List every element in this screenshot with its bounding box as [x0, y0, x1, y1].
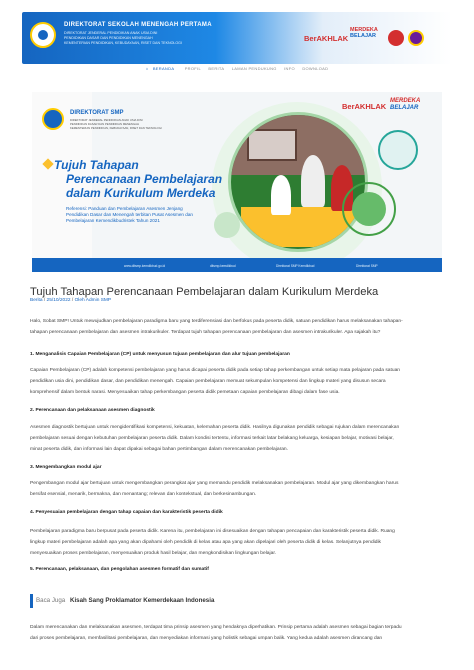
paragraph-line: lingkup materi pembelajaran adalah apa yang akan dipahami oleh pendidik di kelas atau apa yang akan dipelajari oleh peserta didik di kelas. Selanjutnya pendidik	[30, 540, 382, 545]
related-accent-bar	[30, 594, 33, 608]
paragraph-line: pembelajaran sesuai dengan kebutuhan pembelajaran peserta didik. Dalam kondisi tertentu, informasi terkait latar belakang keluarga, kesiapan belajar, motivasi belajar,	[30, 436, 394, 441]
directorate-name: DIREKTORAT SMP	[70, 110, 124, 116]
decor-circle	[352, 192, 386, 226]
paragraph-line: bersifat esensial, menarik, bermakna, dan menantang; relevan dan kontekstual, dan berkesinambungan.	[30, 492, 257, 497]
directorate-sub: KEMENTERIAN PENDIDIKAN, KEBUDAYAAN, RISET DAN TEKNOLOGI	[70, 126, 162, 130]
feature-reference: Referensi: Panduan dan Pembelajaran Asesmen Jenjang Pendidikan Dasar dan Menengah terbitan Pusat Asesmen dan Pembelajaran Kemendikbudristek Tahun 2021	[66, 206, 193, 223]
feature-title-line2: Perencanaan Pembelajaran	[66, 172, 223, 186]
merdeka-belajar-logo: MERDEKA BELAJAR	[390, 98, 421, 111]
paragraph-line: komprehensif dalam bentuk narasi. Menyesuaikan tahap perkembangan peserta didik pemetaan capaian pembelajaran dibagi dalam fase usia.	[30, 390, 340, 395]
berakhlak-logo: BerAKHLAK	[304, 34, 349, 43]
article-meta: Berita / 25/10/2022 / Oleh Admin SMP	[30, 298, 112, 303]
merdeka-belajar-logo: MERDEKA BELAJAR	[350, 27, 378, 39]
footer-link-website: www.ditsmp.kemdikbud.go.id	[124, 264, 166, 268]
footer-link-facebook: Direktorat SMP Kemdikbud	[276, 264, 315, 268]
paragraph-line: Pembelajaran paradigma baru berpusat pada peserta didik. Karena itu, pembelajaran ini disesuaikan dengan tahapan pencapaian dan karakteristik peserta didik. Ruang	[30, 529, 395, 534]
site-header	[22, 12, 452, 64]
feature-title-line1: Tujuh Tahapan	[54, 158, 139, 172]
header-subtitle-line: PENDIDIKAN DASAR DAN PENDIDIKAN MENENGAH	[64, 36, 153, 40]
article-title: Tujuh Tahapan Perencanaan Pembelajaran dalam Kurikulum Merdeka	[30, 286, 379, 298]
meta-author-link[interactable]: Oleh Admin SMP	[74, 298, 112, 303]
section-heading: 4. Penyesuaian pembelajaran dengan tahap capaian dan karakteristik peserta didik	[30, 510, 223, 515]
shield-icon	[408, 30, 424, 46]
nav-item-download[interactable]: DOWNLOAD	[302, 66, 329, 71]
feature-title-line3: dalam Kurikulum Merdeka	[66, 186, 216, 200]
paragraph-line: tahapan perencanaan pembelajaran dan asesmen intrakurikuler. Terdapat tujuh tahapan perencanaan pembelajaran dan asesmen intrakurikuler. Apa sajakah itu?	[30, 330, 381, 335]
footer-link-youtube: Direktorat SMP	[356, 264, 378, 268]
featured-image	[32, 92, 442, 272]
header-subtitle-line: KEMENTERIAN PENDIDIKAN, KEBUDAYAAN, RISET DAN TEKNOLOGI	[64, 41, 182, 45]
decor-circle	[214, 212, 240, 238]
header-subtitle-line: DIREKTORAT JENDERAL PENDIDIKAN ANAK USIA DINI	[64, 31, 158, 35]
paragraph-line: Pengembangan modul ajar bertujuan untuk mengembangkan perangkat ajar yang memandu pendidik melaksanakan pembelajaran. Modul ajar yang dikembangkan harus	[30, 481, 399, 486]
classroom-illustration	[228, 112, 368, 252]
header-title: DIREKTORAT SEKOLAH MENENGAH PERTAMA	[64, 22, 212, 28]
paragraph-line: pendidikan usia dini, pendidikan dasar, dan pendidikan menengah. Capaian pembelajaran memuat sekumpulan kompetensi dan lingkup materi yang disusun secara	[30, 379, 386, 384]
feature-footer-bar	[32, 258, 442, 272]
paragraph-line: Capaian Pembelajaran (CP) adalah kompetensi pembelajaran yang harus dicapai peserta didik pada setiap tahap perkembangan untuk setiap mata pelajaran pada satuan	[30, 368, 401, 373]
section-heading: 1. Menganalisis Capaian Pembelajaran (CP) untuk menyusun tujuan pembelajaran dan alur tujuan pembelajaran	[30, 352, 290, 357]
section-heading: 5. Perencanaan, pelaksanaan, dan pengolahan asesmen formatif dan sumatif	[30, 567, 209, 572]
nav-item-info[interactable]: INFO	[284, 66, 295, 71]
paragraph-line: menyesuaikan proses pembelajaran, menyesuaikan produk hasil belajar, dan mengkondisikan lingkungan belajar.	[30, 551, 277, 556]
related-post-link[interactable]: Kisah Sang Proklamator Kemerdekaan Indonesia	[69, 597, 215, 604]
paragraph-line: Asesmen diagnostik bertujuan untuk mengidentifikasi kompetensi, kekuatan, kelemahan peserta didik. Hasilnya digunakan pendidik sebagai rujukan dalam merencanakan	[30, 425, 400, 430]
section-heading: 3. Mengembangkan modul ajar	[30, 465, 102, 470]
section-heading: 2. Perencanaan dan pelaksanaan asesmen diagnostik	[30, 408, 155, 413]
directorate-sub: PENDIDIKAN DASAR DAN PENDIDIKAN MENENGAH	[70, 122, 140, 126]
nav-item-berita[interactable]: BERITA	[208, 66, 225, 71]
decor-circle	[378, 130, 418, 170]
berakhlak-logo: BerAKHLAK	[342, 102, 387, 111]
nav-item-beranda[interactable]: ⌂ BERANDA	[145, 66, 175, 71]
related-label: Baca Juga	[36, 597, 66, 604]
nav-item-laman-pendukung[interactable]: LAMAN PENDUKUNG	[231, 66, 277, 71]
kemdikbud-logo-icon	[42, 108, 64, 130]
meta-date: 25/10/2022	[46, 298, 71, 303]
related-post	[36, 597, 214, 604]
paragraph-line: Dalam merencanakan dan melaksanakan asesmen, terdapat tima prinsip asesmen yang hendaknya diperhatikan. Prinsip pertama adalah asesmen sebagai bagian terpadu	[30, 625, 402, 630]
meta-category-link[interactable]: Berita	[30, 298, 43, 303]
badge-icon	[388, 30, 404, 46]
directorate-sub: DIREKTORAT JENDERAL PENDIDIKAN ANAK USIA DINI	[70, 118, 143, 122]
main-nav	[0, 66, 474, 76]
paragraph-line: minat peserta didik, dan informasi lain dapat dipakai sebagai bahan pertimbangan dalam merencanakan pembelajaran.	[30, 447, 289, 452]
kemdikbud-logo-icon[interactable]	[30, 22, 56, 48]
paragraph-line: Halo, Sobat SMP! Untuk mewujudkan pembelajaran paradigma baru yang terdiferensiasi dan berfokus pada peserta didik, satuan pendidikan harus melaksanakan tahapan-	[30, 319, 403, 324]
paragraph-line: dari proses pembelajaran, memfasilitasi pembelajaran, dan menyediakan informasi yang holistik sebagai umpan balik. Yang kedua adalah asesmen dirancang dan	[30, 636, 383, 641]
nav-item-profil[interactable]: PROFIL	[184, 66, 201, 71]
footer-link-instagram: ditsmp.kemdikbud	[210, 264, 236, 268]
